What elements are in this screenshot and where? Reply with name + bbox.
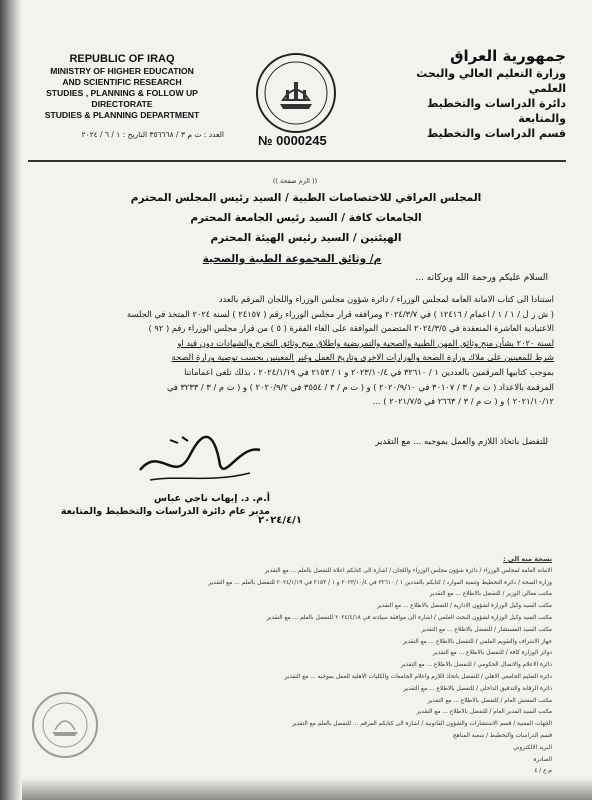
handwritten-date: ٢٠٢٤/٤/١: [258, 515, 302, 526]
copy-item: مكتب السيد وكيل الوزارة لشؤون الادارية / للتفضل بالاطلاع ... مع التقدير: [377, 603, 552, 610]
greeting: السلام عليكم ورحمة الله وبركاته ...: [415, 273, 548, 283]
copy-item: مكتب السيد المدير العام / للتفضل بالاطلاع ... مع التقدير: [416, 709, 552, 716]
reference-number: العدد : ت م ٣ / ٣٥٦٦٦٨ التاريخ : ١ / ٦ / ٢٠٢٤: [81, 130, 224, 139]
ministry-stamp-icon: [30, 690, 100, 760]
letter-subject: م/ وثائق المجموعة الطبية والصحية: [202, 253, 382, 265]
letterhead-en-line: MINISTRY OF HIGHER EDUCATION: [50, 66, 194, 76]
arabic-letterhead: [376, 46, 566, 141]
handwritten-signature: [120, 425, 280, 495]
body-line: الاعتيادية العاشرة المنعقدة في ٢٠٢٤/٣/٥ المتضمن الموافقة على الغاء الفقرة ( ٥ ) من قرار مجلس الوزراء رقم ( ٩٢ ): [148, 323, 554, 334]
copy-item: مكتب المفتش العام / للتفضل بالاطلاع ... مع التقدير: [427, 697, 552, 704]
copy-item: م.ع / ٤: [534, 768, 552, 775]
copy-item: البريد الالكتروني: [513, 744, 552, 751]
copy-item: مكتب السيد المستشار / للتفضل بالاطلاع ... مع التقدير: [421, 626, 552, 633]
copy-item: وزارة الصحة / دائرة التخطيط وتنمية الموارد / كتابكم بالعددين ١ / ٣٢٦١٠ في ٢٠٢٣/١٠/٤ و ١ / ٢١٥٣ في ٢٠٢٤/١/١٩ للتفضل بالعلم ... مع التقدير: [208, 579, 552, 586]
english-letterhead: [22, 52, 222, 121]
body-line: شرط للمعينين على ملاك وزارة الصحة والوزارات الاخرى وتاريخ العمل وغير المعينين بحسب توصية وزارة الصحة: [171, 352, 554, 363]
body-line: بموجب كتابيها المرقمين بالعددين ١ / ٣٢٦١٠ في ٢٠٢٣/١٠/٤ و ١ / ٢١٥٣ في ٢٠٢٤/١/١٩ ، بذلك تلغى اعماماتنا: [184, 366, 554, 377]
signatory-title: مدير عام دائرة الدراسات والتخطيط والمتابعة: [60, 506, 270, 517]
addressee-line: الجامعات كافة / السيد رئيس الجامعة المحترم: [190, 212, 422, 224]
copy-item: الامانة العامة لمجلس الوزراء / دائرة شؤون مجلس الوزراء واللجان / اشارة الى كتابكم اعلاه للتفضل بالعلم ... مع التقدير: [264, 567, 552, 574]
copy-item: مكتب السيد وكيل الوزارة لشؤون البحث العلمي / اشارة الى موافقة سيادته في ٢٠٢٤/٤/١٨ للتفضل بالعلم ... مع التقدير: [266, 614, 552, 621]
copy-item: مكتب معالي الوزير / للتفضل بالاطلاع ... مع التقدير: [429, 591, 552, 598]
letterhead-ar-line: قسم الدراسات والتخطيط: [426, 127, 566, 140]
copy-item: قسم الدراسات والتخطيط / شعبة المناهج: [452, 732, 552, 739]
letterhead-en-line: REPUBLIC OF IRAQ: [69, 53, 175, 65]
body-line: استنادا الى كتاب الامانة العامة لمجلس الوزراء / دائرة شؤون مجلس الوزراء واللجان المرقم بالعدد: [218, 294, 554, 304]
body-line: ٢٠٢١/١٠/١٢ ) و ( ت م / ٣ / ٢٦٦٣ في ٢٠٢١/٧/٥ ) ...: [372, 396, 554, 407]
closing-line: للتفضل باتخاذ اللازم والعمل بموجبه ... مع التقدير: [375, 437, 548, 447]
letterhead-en-line: AND SCIENTIFIC RESEARCH: [62, 77, 182, 87]
body-line: المرقمة بالاعداد ( ت م / ٣ / ٣٠١٠٧ في ٢٠٢٠/٩/١٠ ) و ( ت م / ٣ / ٣٥٥٤ في ٢٠٢٠/٩/٢ ) و ( ت م / ٣ / ٣٢٣٣ في: [166, 381, 554, 392]
letter-body: [40, 292, 554, 409]
header-divider: [28, 160, 566, 162]
copy-item: دائرة التعليم الجامعي الاهلي / للتفضل باتخاذ اللازم واعلام الجامعات والكليات الاهلية للعمل بموجبه ... مع التقدير: [284, 673, 552, 680]
copy-item: جهاز الاشراف والتقويم العلمي / للتفضل بالاطلاع ... مع التقدير: [402, 638, 552, 645]
addressee-line: المجلس العراقي للاختصاصات الطبية / السيد رئيس المجلس المحترم: [130, 192, 482, 204]
page-note: (( الزم صفحة )): [272, 177, 318, 185]
copy-item: دوائر الوزارة كافة / للتفضل بالاطلاع ... مع التقدير: [432, 650, 552, 657]
copy-item: الصادرة: [533, 756, 552, 763]
letterhead-ar-line: دائرة الدراسات والتخطيط والمتابعة: [426, 97, 566, 125]
copy-item: الجهات المعنية / قسم الاستشارات والشؤون القانونية / اشارة الى كتابكم المرقم ... للتفضل بالعلم مع التقدير: [291, 721, 552, 728]
signatory-name: أ.م. د. إيهاب ناجي عباس: [154, 493, 270, 504]
serial-number: № 0000245: [258, 133, 327, 148]
addressee-line: الهيئتين / السيد رئيس الهيئة المحترم: [210, 232, 402, 244]
letterhead-en-line: STUDIES , PLANNING & FOLLOW UP DIRECTORATE: [46, 88, 198, 109]
body-line: لسنة ٢٠٢٠ بشأن منح وثائق المهن الطبية والصحية والتمريضية واطلاق منح وثائق التخرج والشهادات دون قيد او: [177, 337, 554, 348]
copy-item: دائرة الاعلام والاتصال الحكومي / للتفضل بالاطلاع ... مع التقدير: [400, 662, 552, 669]
letterhead-en-line: STUDIES & PLANNING DEPARTMENT: [44, 110, 200, 120]
scan-shadow: [22, 778, 592, 800]
copy-item: دائرة الرقابة والتدقيق الداخلي / للتفضل بالاطلاع ... مع التقدير: [403, 685, 552, 692]
letterhead-ar-line: جمهورية العراق: [450, 47, 566, 65]
copies-list: [52, 554, 552, 778]
copies-heading: نسخة منه الى :: [503, 555, 552, 563]
letterhead-ar-line: وزارة التعليم العالي والبحث العلمي: [416, 67, 566, 95]
signatory-block: [61, 492, 270, 518]
ministry-logo-icon: [255, 52, 337, 134]
body-line: ( ش ز ل / ١ / ١ / اعمام / ١٢٤١٦ ) في ٢٠٢٤/٣/٧ ومرافقه قرار مجلس الوزراء رقم ( ٢٤١٥٧ ) لسنة ٢٠٢٤ المتخذ في الجلسة: [127, 308, 554, 319]
